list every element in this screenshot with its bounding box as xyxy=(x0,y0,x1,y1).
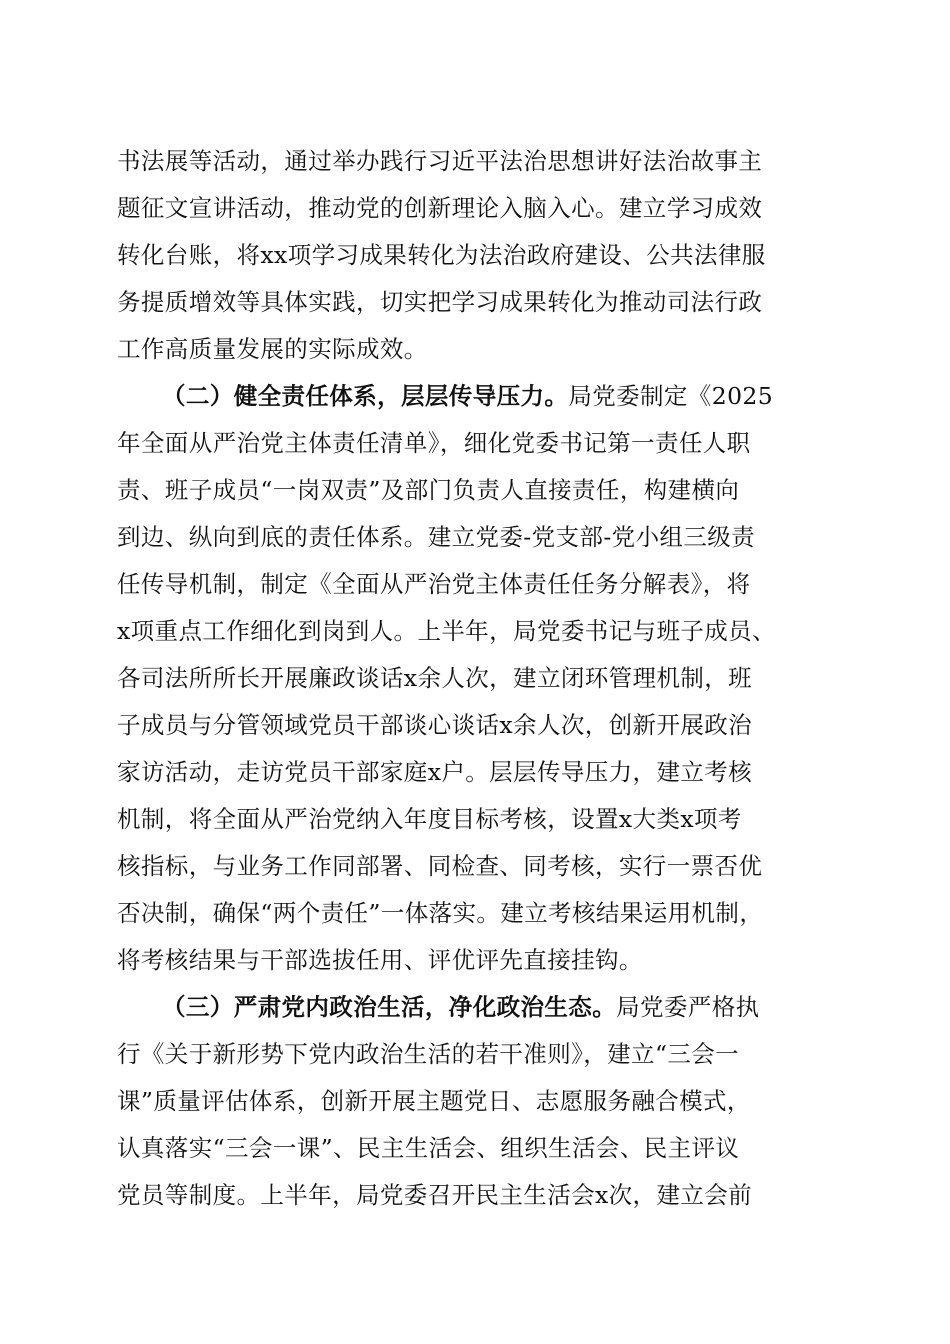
paragraph-line: 行《关于新形势下党内政治生活的若干准则》，建立“三会一 xyxy=(117,1040,740,1068)
section-2-first-line-text: 局党委制定《2025 xyxy=(568,382,774,410)
paragraph-line: 机制，将全面从严治党纳入年度目标考核，设置x大类x项考 xyxy=(117,805,742,833)
paragraph-line: 工作高质量发展的实际成效。 xyxy=(117,335,428,363)
section-3-first-line xyxy=(162,985,842,1029)
paragraph-line: x项重点工作细化到岗到人。上半年，局党委书记与班子成员、 xyxy=(117,617,776,645)
section-2-first-line xyxy=(162,374,842,418)
section-2-heading: （二）健全责任体系，层层传导压力。 xyxy=(162,382,569,410)
paragraph-line: 核指标，与业务工作同部署、同检查、同考核，实行一票否优 xyxy=(117,852,763,880)
paragraph-line: 将考核结果与干部选拔任用、评优评先直接挂钩。 xyxy=(117,946,643,974)
paragraph-line: 各司法所所长开展廉政谈话x余人次，建立闭环管理机制，班 xyxy=(117,664,753,692)
paragraph-line: 任传导机制，制定《全面从严治党主体责任任务分解表》，将 xyxy=(117,570,751,598)
paragraph-line: 年全面从严治党主体责任清单》，细化党委书记第一责任人职 xyxy=(117,429,751,457)
paragraph-line: 责、班子成员“一岗双责”及部门负责人直接责任，构建横向 xyxy=(117,476,740,504)
paragraph-line: 子成员与分管领域党员干部谈心谈话x余人次，创新开展政治 xyxy=(117,711,753,739)
paragraph-line: 转化台账，将xx项学习成果转化为法治政府建设、公共法律服 xyxy=(117,241,766,269)
paragraph-line: 书法展等活动，通过举办践行习近平法治思想讲好法治故事主 xyxy=(117,147,763,175)
paragraph-line: 家访活动，走访党员干部家庭x户。层层传导压力，建立考核 xyxy=(117,758,753,786)
paragraph-line: 题征文宣讲活动，推动党的创新理论入脑入心。建立学习成效 xyxy=(117,194,763,222)
paragraph-line: 课”质量评估体系，创新开展主题党日、志愿服务融合模式， xyxy=(117,1087,751,1115)
paragraph-line: 否决制，确保“两个责任”一体落实。建立考核结果运用机制， xyxy=(117,899,764,927)
paragraph-line: 到边、纵向到底的责任体系。建立党委-党支部-党小组三级责 xyxy=(117,523,756,551)
paragraph-line: 党员等制度。上半年，局党委召开民主生活会x次，建立会前 xyxy=(117,1181,753,1209)
paragraph-line: 务提质增效等具体实践，切实把学习成果转化为推动司法行政 xyxy=(117,288,763,316)
section-3-heading: （三）严肃党内政治生活，净化政治生态。 xyxy=(162,993,617,1021)
paragraph-line: 认真落实“三会一课”、民主生活会、组织生活会、民主评议 xyxy=(117,1134,740,1162)
section-3-first-line-text: 局党委严格执 xyxy=(616,993,760,1021)
